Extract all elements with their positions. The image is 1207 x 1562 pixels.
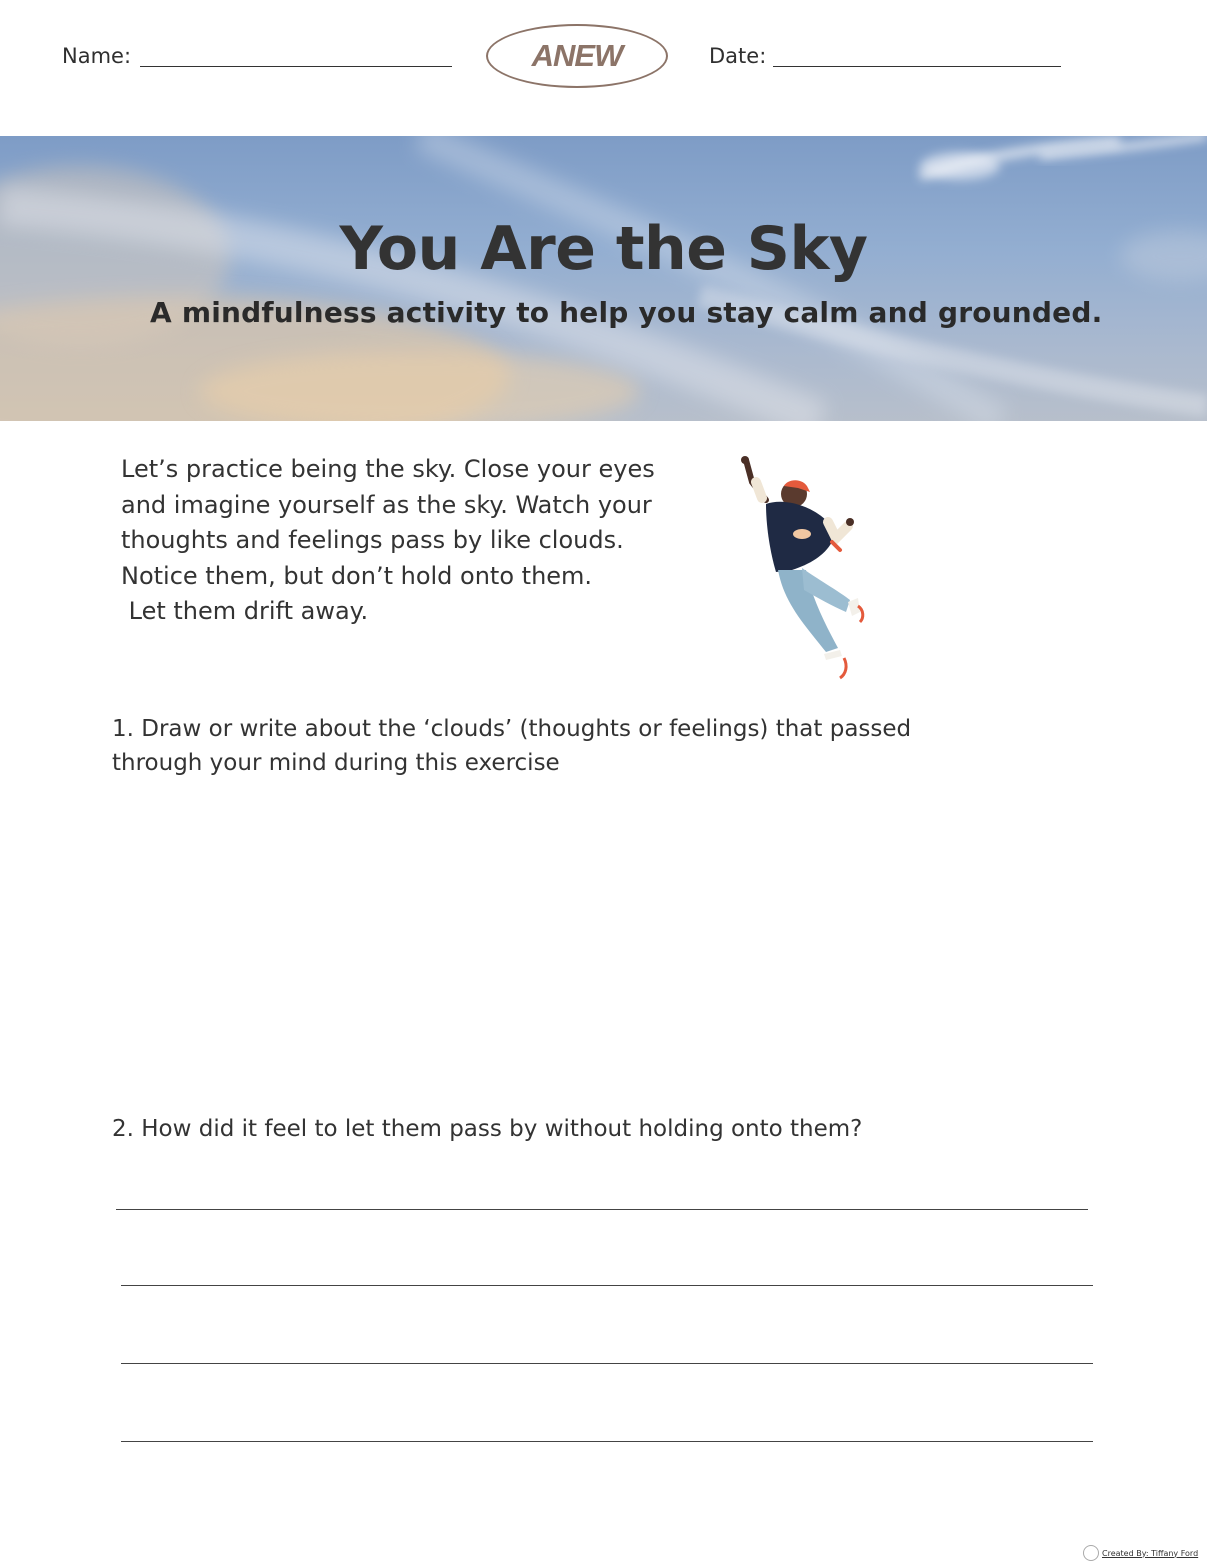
creator-credit (1083, 1545, 1198, 1561)
question-1-line-1: 1. Draw or write about the ‘clouds’ (thoughts or feelings) that passed (112, 716, 912, 742)
page-title: You Are the Sky (339, 214, 868, 284)
date-label: Date: (709, 44, 767, 68)
floating-person-illustration (732, 452, 872, 687)
creator-credit-text: Created By: Tiffany Ford (1102, 1548, 1199, 1558)
question-2: 2. How did it feel to let them pass by without holding onto them? (112, 1116, 863, 1142)
sky-banner (0, 136, 1207, 421)
name-label: Name: (62, 44, 132, 68)
anew-logo (486, 24, 668, 88)
creator-logo-icon (1083, 1545, 1099, 1561)
question-1 (112, 712, 911, 780)
name-field-line[interactable] (140, 66, 452, 67)
intro-line: and imagine yourself as the sky. Watch your (121, 490, 652, 519)
intro-line: Let them drift away. (121, 597, 369, 625)
answer-line[interactable] (121, 1285, 1093, 1286)
intro-line: Let’s practice being the sky. Close your eyes (121, 455, 655, 483)
answer-line[interactable] (121, 1363, 1093, 1364)
intro-line: Notice them, but don’t hold onto them. (121, 561, 593, 590)
logo-text: ANEW (531, 38, 623, 73)
question-1-line-2: through your mind during this exercise (112, 750, 560, 776)
page-subtitle: A mindfulness activity to help you stay calm and grounded. (150, 296, 1103, 329)
answer-line[interactable] (116, 1209, 1088, 1210)
intro-line: thoughts and feelings pass by like clouds. (121, 526, 624, 554)
date-field-line[interactable] (773, 66, 1061, 67)
answer-line[interactable] (121, 1441, 1093, 1442)
question-1-answer-area[interactable] (112, 790, 1092, 1090)
intro-paragraph (121, 452, 721, 630)
